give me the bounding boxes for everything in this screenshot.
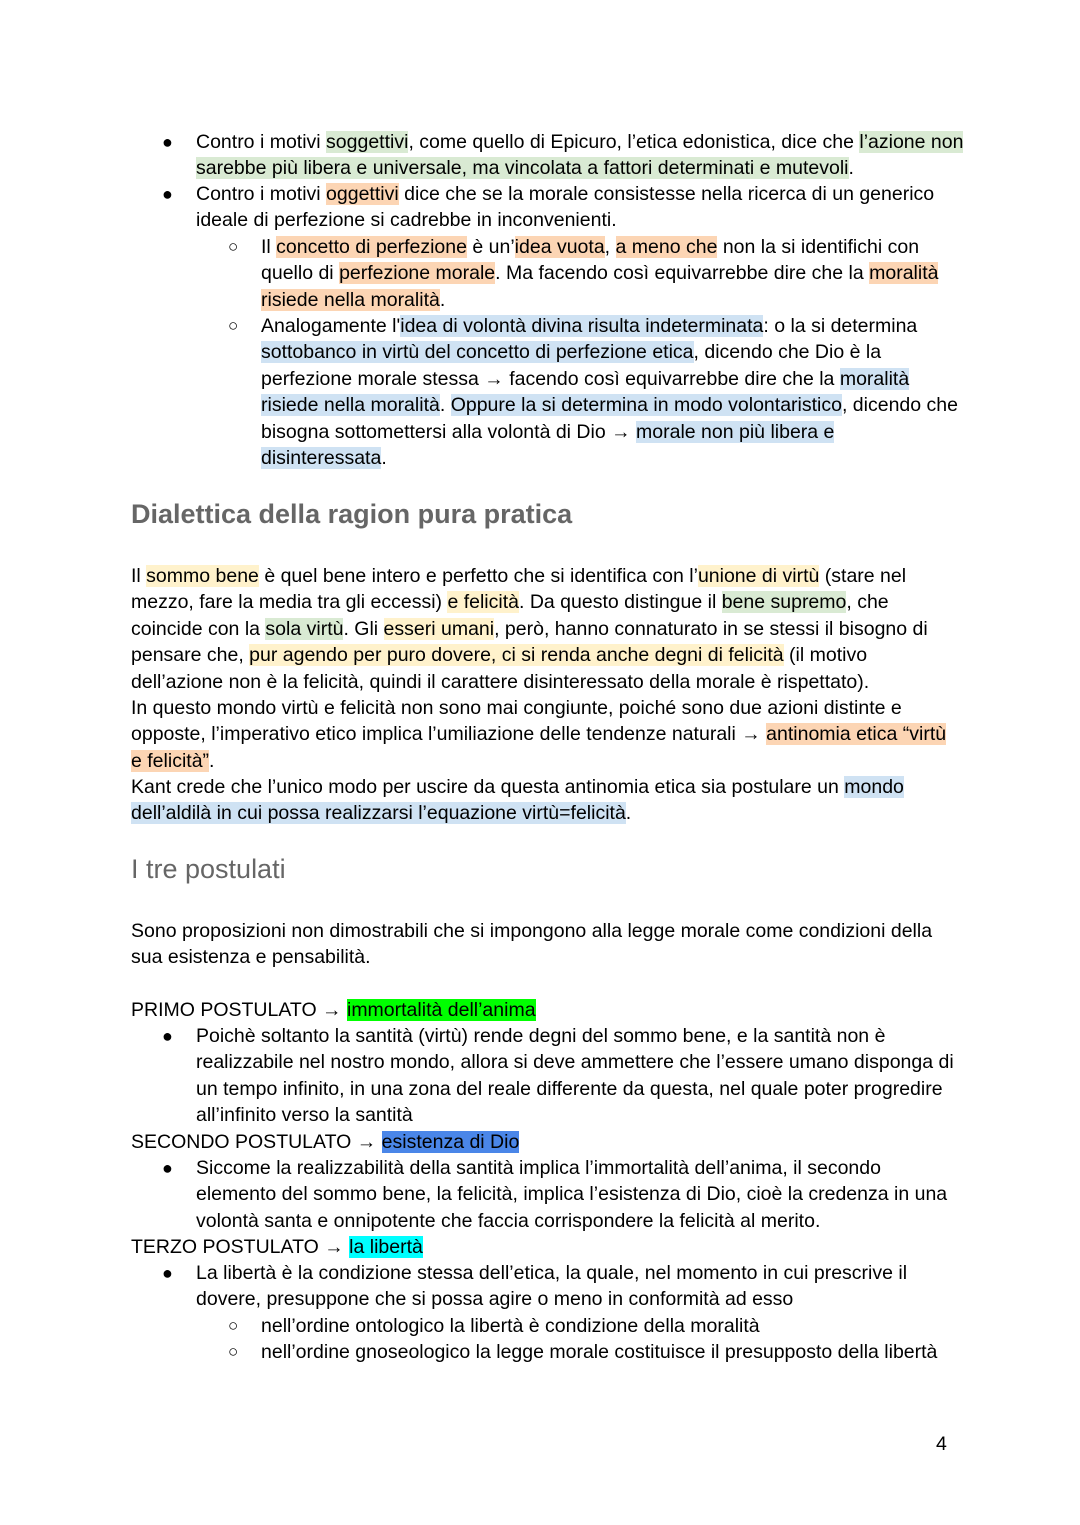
list-item-oggettivi: Contro i motivi oggettivi dice che se la morale consistesse nella ricerca di un generico ideale di perfezione si cadrebbe in inconvenienti.: [196, 183, 935, 232]
sublist-item-perfezione: Il concetto di perfezione è un’idea vuota, a meno che non la si identifichi con quello di perfezione morale. Ma facendo così equivarrebbe dire che la moralità risiede nella moralità.: [261, 236, 939, 311]
bullet-filled: ●: [162, 184, 173, 204]
section-heading-dialettica: Dialettica della ragion pura pratica: [131, 499, 573, 529]
section-heading-postulati: I tre postulati: [131, 854, 286, 884]
bullet-filled: ●: [162, 1263, 173, 1283]
bullet-filled: ●: [162, 132, 173, 152]
primo-postulato-text: Poichè soltanto la santità (virtù) rende degni del sommo bene, e la santità non è realizzabile nel nostro mondo, allora si deve ammettere che l’essere umano disponga di un tempo infinito, in una zona del reale differente da questa, nel quale poter progredire all’infinito verso la santità: [196, 1025, 954, 1127]
bullet-hollow: ○: [228, 1316, 239, 1335]
bullet-filled: ●: [162, 1158, 173, 1178]
list-item-soggettivi: Contro i motivi soggettivi, come quello di Epicuro, l’etica edonistica, dice che l’azione non sarebbe più libera e universale, ma vincolata a fattori determinati e mutevoli.: [196, 131, 964, 180]
terzo-postulato-text: La libertà è la condizione stessa dell’etica, la quale, nel momento in cui prescrive il dovere, presuppone che si possa agire o meno in conformità ad esso: [196, 1262, 908, 1311]
bullet-filled: ●: [162, 1026, 173, 1046]
sublist-item-volonta-divina: Analogamente l'idea di volontà divina risulta indeterminata: o la si determina sottobanco in virtù del concetto di perfezione etica, dicendo che Dio è la perfezione morale stessa → facendo così equivarrebbe dire che la moralità risiede nella moralità. Oppure la si determina in modo volontaristico, dicendo che bisogna sottomettersi alla volontà di Dio → morale non più libera e disinteressata.: [261, 315, 958, 470]
primo-postulato-label: PRIMO POSTULATO → immortalità dell’anima: [131, 999, 536, 1021]
terzo-postulato-label: TERZO POSTULATO → la libertà: [131, 1236, 423, 1258]
paragraph-kant: Kant crede che l’unico modo per uscire da questa antinomia etica sia postulare un mondo dell’aldilà in cui possa realizzarsi l’equazione virtù=felicità.: [131, 776, 904, 825]
primo-postulato-tag: immortalità dell’anima: [346, 999, 536, 1021]
secondo-postulato-text: Siccome la realizzabilità della santità implica l’immortalità dell’anima, il secondo elemento del sommo bene, la felicità, implica l’esistenza di Dio, cioè la credenza in una volontà santa e onnipotente che faccia corrispondere la felicità al merito.: [196, 1157, 948, 1232]
paragraph-antinomia: In questo mondo virtù e felicità non sono mai congiunte, poiché sono due azioni distinte e opposte, l’imperativo etico implica l’umiliazione delle tendenze naturali → antinomia etica “virtù e felicità”.: [131, 697, 947, 772]
bullet-hollow: ○: [228, 237, 239, 256]
terzo-sub-ontologico: nell’ordine ontologico la libertà è condizione della moralità: [261, 1315, 760, 1337]
bullet-hollow: ○: [228, 316, 239, 335]
secondo-postulato-tag: esistenza di Dio: [381, 1131, 520, 1153]
secondo-postulato-label: SECONDO POSTULATO → esistenza di Dio: [131, 1131, 520, 1153]
bullet-hollow: ○: [228, 1342, 239, 1361]
terzo-postulato-tag: la libertà: [349, 1236, 423, 1258]
paragraph-sommo-bene: Il sommo bene è quel bene intero e perfetto che si identifica con l’unione di virtù (stare nel mezzo, fare la media tra gli eccessi) e felicità. Da questo distingue il bene supremo, che coincide con la sola virtù. Gli esseri umani, però, hanno connaturato in se stessi il bisogno di pensare che, pur agendo per puro dovere, ci si renda anche degni di felicità (il motivo dell’azione non è la felicità, quindi il carattere disinteressato della morale è rispettato).: [131, 565, 928, 693]
terzo-sub-gnoseologico: nell’ordine gnoseologico la legge morale costituisce il presupposto della libertà: [261, 1341, 938, 1363]
paragraph-postulati-intro: Sono proposizioni non dimostrabili che si impongono alla legge morale come condizioni della sua esistenza e pensabilità.: [131, 920, 933, 969]
page-number: 4: [936, 1433, 947, 1455]
